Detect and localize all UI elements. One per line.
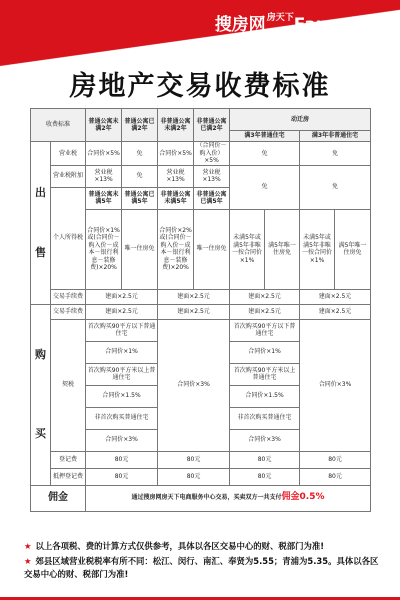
cell: 未满5年或满5年非唯一按合同价×1% [300, 209, 335, 289]
buy-reg-label: 登记费 [51, 451, 86, 468]
cell: 首次购买90平方以下普通住宅 [230, 319, 300, 341]
cell: 合同价×2%或(合同价－购入价－成本－银行利息－装修费)×20% [158, 209, 194, 289]
brand-logo[interactable] [215, 10, 386, 35]
header-label: 收费标准 [31, 109, 86, 142]
cell: 建面×2.5元 [158, 289, 230, 304]
header-old-a: 满3年普通住宅 [230, 131, 300, 142]
sell-fee-label: 交易手续费 [51, 289, 86, 304]
cell: 建面×2.5元 [86, 304, 158, 319]
cell: 建面×2.5元 [230, 304, 300, 319]
star-icon: ★ [24, 541, 32, 551]
cell: 首次购买90平方以下普通住宅 [86, 319, 158, 341]
cell: 合同价×3% [230, 429, 300, 451]
header-n1: 非普通公寓未满2年 [158, 109, 194, 142]
cell: 未满5年或满5年非唯一按合同价×1% [230, 209, 265, 289]
cell: 免 [300, 165, 371, 209]
commission-cell [86, 485, 371, 511]
cell: 合同价×1%或(合同价－购入价－成本－银行利息－装修费)×20% [86, 209, 122, 289]
cell: 合同价×3% [300, 319, 371, 451]
cell: 建面×2.5元 [300, 289, 371, 304]
cell: 建面×2.5元 [300, 304, 371, 319]
buy-fee-label: 交易手续费 [51, 304, 86, 319]
header-g1: 普通公寓未满2年 [86, 109, 122, 142]
cell: 80元 [86, 451, 158, 468]
cell: 80元 [86, 468, 158, 485]
cell: 80元 [300, 451, 371, 468]
cell: 满5年唯一住房免 [265, 209, 300, 289]
notes [24, 540, 384, 583]
cell: 合同价×5% [86, 142, 122, 166]
buy-section: 购 买 [31, 304, 51, 485]
star-icon: ★ [24, 556, 32, 566]
cell: 建面×2.5元 [86, 289, 158, 304]
sell-business-tax-label: 营业税 [51, 142, 86, 166]
cell: 合同价×1.5% [230, 385, 300, 407]
cell: 合同价×1% [230, 341, 300, 363]
brand-domain: Fang.com [293, 15, 386, 35]
brand-name: 搜房网 [214, 15, 266, 35]
cell: 唯一住房免 [194, 209, 230, 289]
cell: 满5年唯一住房免 [335, 209, 371, 289]
cell: 建面×2.5元 [230, 289, 300, 304]
brand-small: 房天下 [266, 13, 294, 23]
cell: 80元 [230, 468, 300, 485]
cell: 合同价×5% [158, 142, 194, 166]
cell: 80元 [158, 468, 230, 485]
commission-rate: 佣金0.5% [281, 492, 325, 503]
fee-table [30, 108, 371, 512]
cell: 免 [300, 142, 371, 166]
cell: （合同价－购入价）×5% [194, 142, 230, 166]
cell: 营业税×13% [194, 165, 230, 187]
note-item: ★ 以上各项税、费的计算方式仅供参考，具体以各区交易中心的财、税部门为准! [24, 541, 325, 551]
header-n2: 非普通公寓已满2年 [194, 109, 230, 142]
sell-income-tax-label: 营业税附加 [51, 165, 86, 187]
cell: 免 [122, 165, 158, 187]
cell: 非首次购买普通住宅 [230, 407, 300, 429]
cell: 免 [230, 142, 300, 166]
sell-section: 出 售 [31, 142, 51, 305]
header-old: 动迁房 [230, 109, 371, 131]
cell: 免 [122, 142, 158, 166]
cell: 合同价×3% [158, 319, 230, 451]
header-g2: 普通公寓已满2年 [122, 109, 158, 142]
cell: 80元 [158, 451, 230, 468]
cell: 营业税×13% [158, 165, 194, 187]
cell: 普通公寓已满5年 [122, 187, 158, 209]
cell: 普通公寓未满5年 [86, 187, 122, 209]
cell: 非普通公寓未满5年 [158, 187, 194, 209]
cell: 唯一住房免 [122, 209, 158, 289]
cell: 合同价×1.5% [86, 385, 158, 407]
cell: 首次购买90平方米以上普通住宅 [230, 363, 300, 385]
cell: 合同价×3% [86, 429, 158, 451]
cell: 营业税×13% [86, 165, 122, 187]
commission-text: 通过搜房网房天下电商服务中心交易，买卖双方一共支付 [131, 494, 282, 502]
cell: 非普通公寓已满5年 [194, 187, 230, 209]
cell: 80元 [300, 468, 371, 485]
cell: 建面×2.5元 [158, 304, 230, 319]
cell: 合同价×1% [86, 341, 158, 363]
cell: 非首次购买普通住宅 [86, 407, 158, 429]
commission-label: 佣金 [31, 485, 86, 511]
sell-personal-tax-label: 个人所得税 [51, 187, 86, 289]
buy-mort-label: 抵押登记费 [51, 468, 86, 485]
cell: 免 [230, 165, 300, 209]
note-item: ★ 郊县区域营业税税率有所不同：松江、闵行、南汇、奉贤为5.55；青浦为5.35。具体以各区交易中心的财、税部门为准! [24, 556, 379, 579]
page-title: 房地产交易收费标准 [69, 71, 331, 102]
buy-deed-tax-label: 契税 [51, 319, 86, 451]
cell: 首次购买90平方米以上普通住宅 [86, 363, 158, 385]
header-old-b: 满3年非普通住宅 [300, 131, 371, 142]
cell: 80元 [230, 451, 300, 468]
